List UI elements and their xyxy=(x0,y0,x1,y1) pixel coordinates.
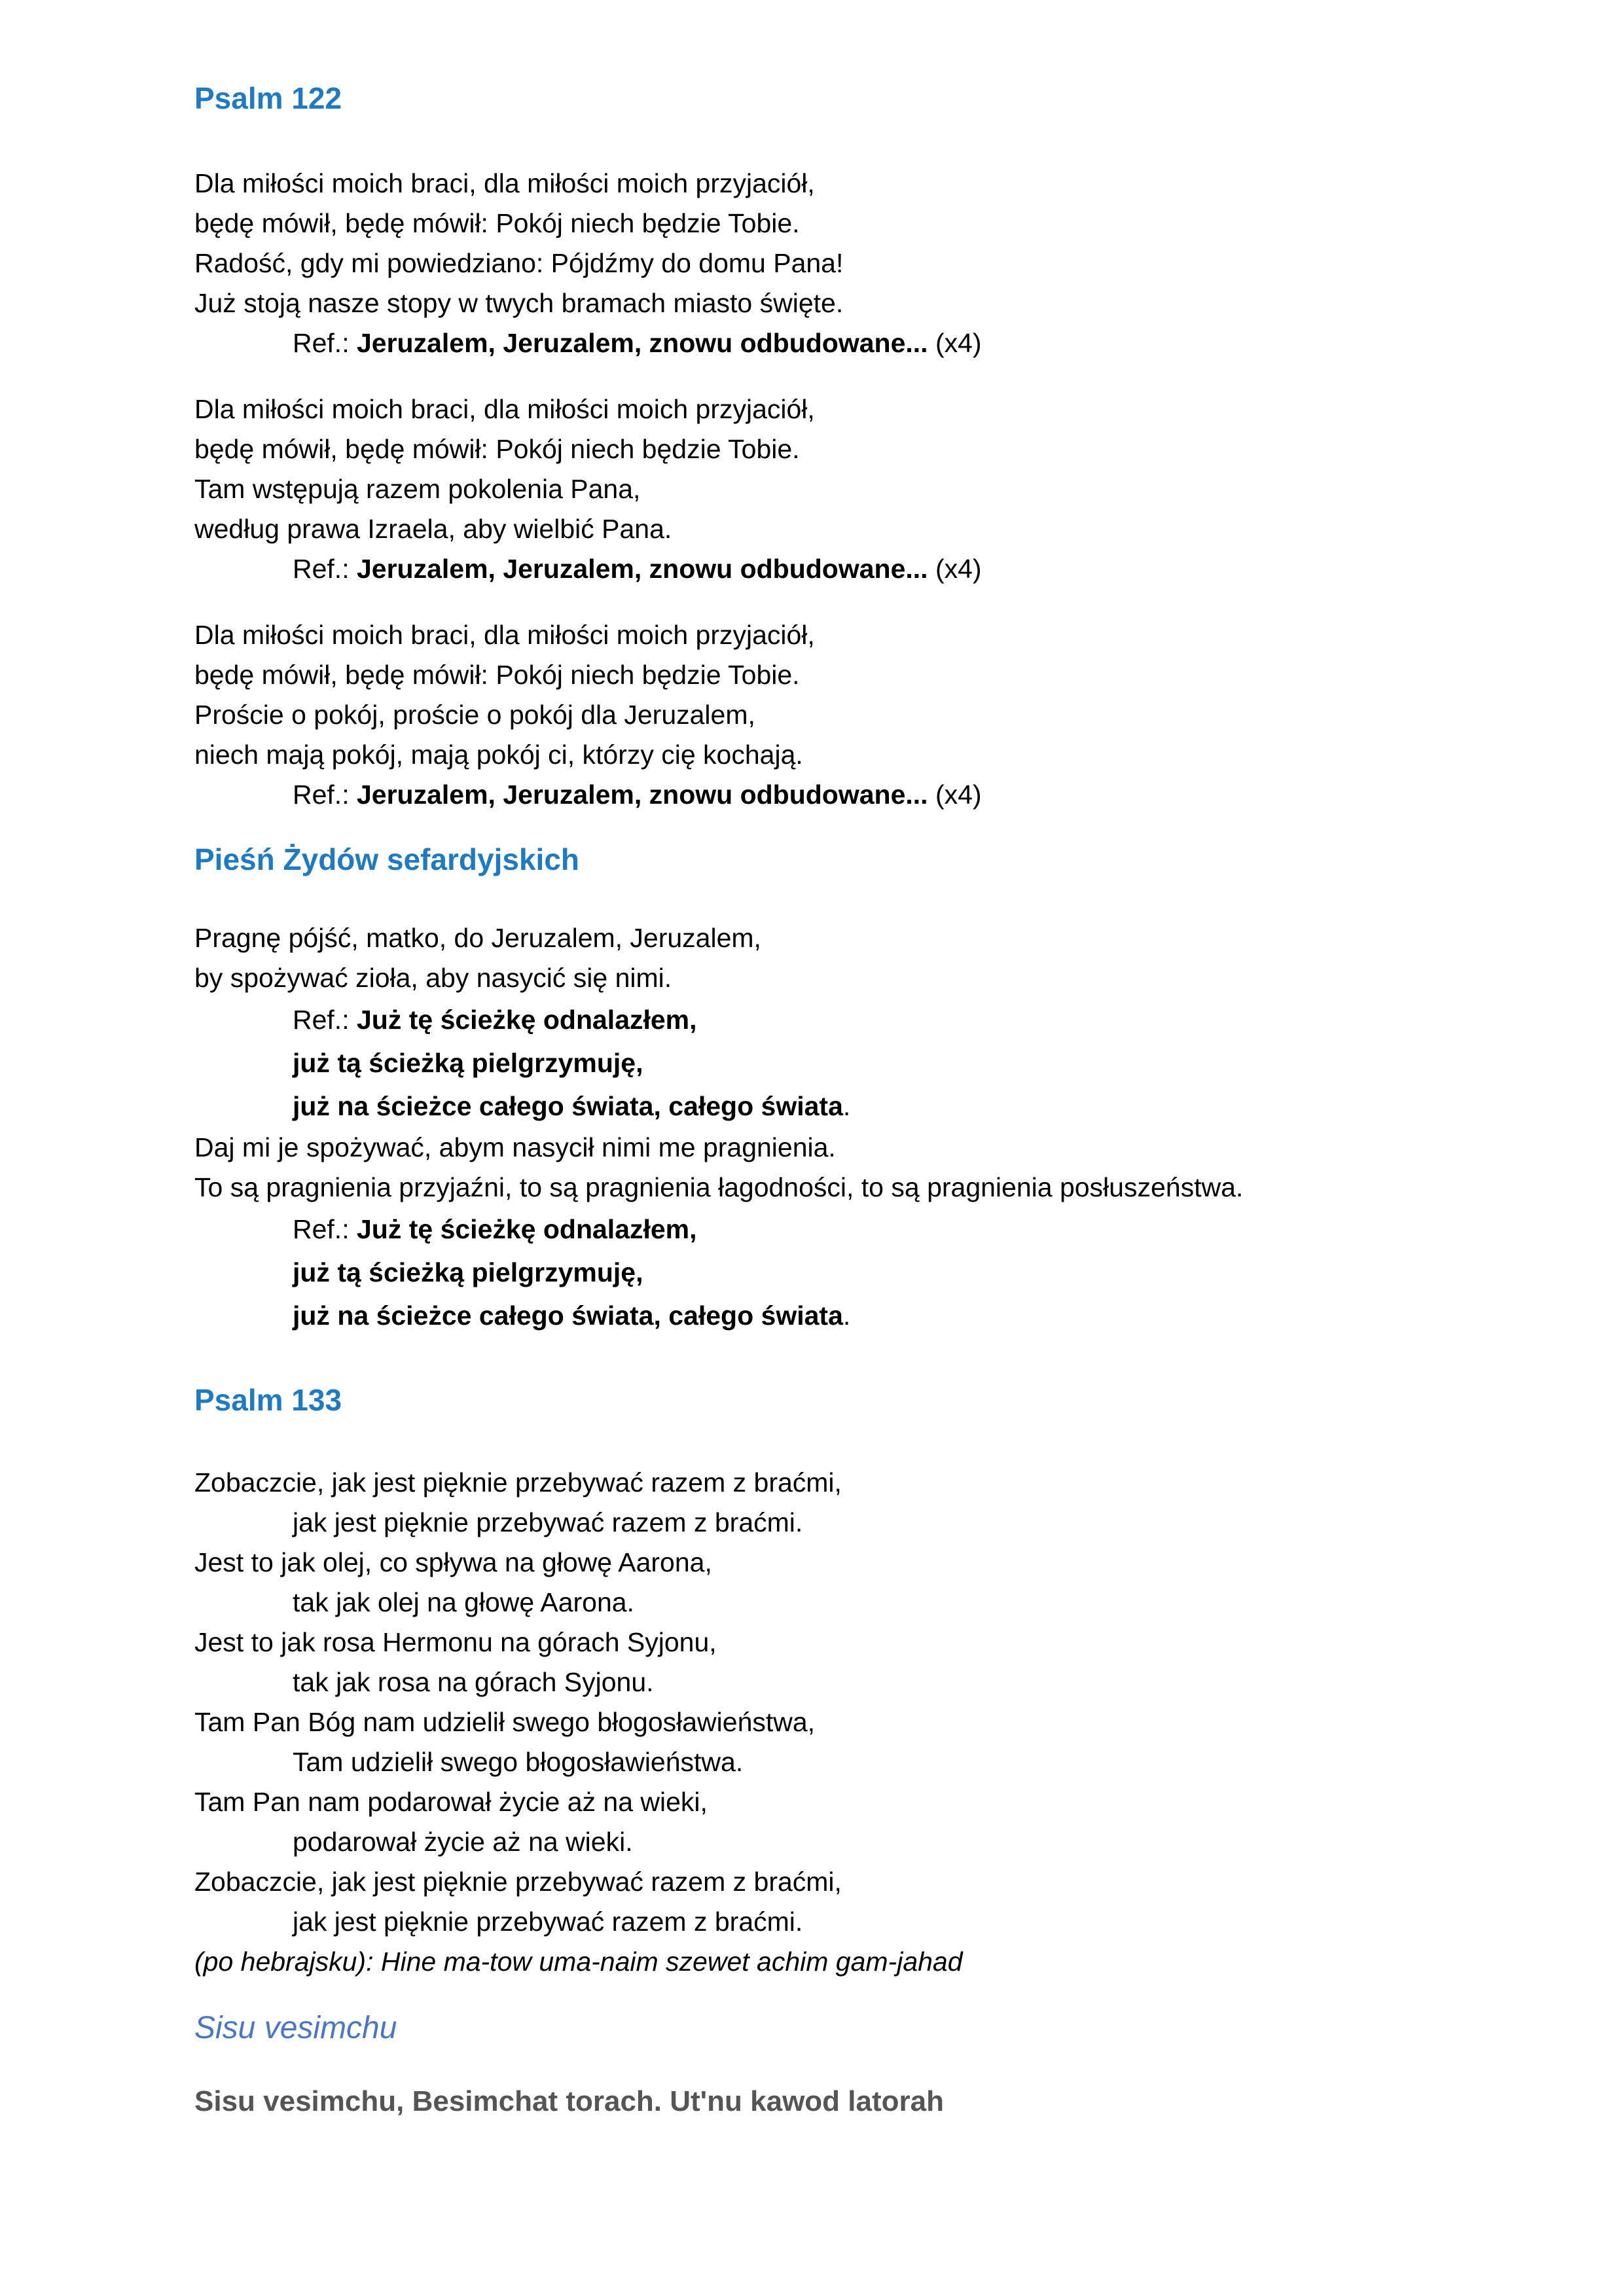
refrain-period: . xyxy=(842,1300,851,1331)
refrain-line xyxy=(194,775,1471,815)
refrain-line xyxy=(194,549,1471,589)
refrain-text: Jeruzalem, Jeruzalem, znowu odbudowane... xyxy=(356,554,928,584)
psalm-133-body xyxy=(194,1463,1471,1982)
refrain-prefix: Ref.: xyxy=(293,1005,357,1035)
verse-line-indented: jak jest pięknie przebywać razem z braćmi. xyxy=(293,1907,803,1937)
verse-line: Już stoją nasze stopy w twych bramach miasto święte. xyxy=(194,288,844,318)
refrain-line xyxy=(194,1294,1471,1337)
refrain-text: Jeruzalem, Jeruzalem, znowu odbudowane... xyxy=(356,328,928,358)
psalm-122-title: Psalm 122 xyxy=(194,81,342,115)
refrain-line xyxy=(194,1085,1471,1128)
sephardic-refrain-1 xyxy=(194,998,1471,1128)
psalm-122-stanza-1 xyxy=(194,164,1471,363)
refrain-text: już na ścieżce całego świata, całego świata xyxy=(293,1091,843,1121)
verse-line: Dla miłości moich braci, dla miłości moich przyjaciół, xyxy=(194,394,815,424)
refrain-repeat: (x4) xyxy=(928,780,982,810)
refrain-line: już tą ścieżką pielgrzymuję, xyxy=(293,1257,643,1287)
verse-line-indented: tak jak olej na głowę Aarona. xyxy=(293,1587,634,1617)
refrain-line xyxy=(194,998,1471,1041)
refrain-repeat: (x4) xyxy=(928,328,982,358)
verse-line: Radość, gdy mi powiedziano: Pójdźmy do domu Pana! xyxy=(194,248,844,278)
psalm-133-title: Psalm 133 xyxy=(194,1383,342,1417)
verse-line: będę mówił, będę mówił: Pokój niech będzie Tobie. xyxy=(194,208,800,238)
verse-line: Pragnę pójść, matko, do Jeruzalem, Jeruzalem, xyxy=(194,923,761,953)
sephardic-song-title: Pieśń Żydów sefardyjskich xyxy=(194,842,580,876)
verse-line: Proście o pokój, proście o pokój dla Jeruzalem, xyxy=(194,700,755,730)
verse-line: Zobaczcie, jak jest pięknie przebywać razem z braćmi, xyxy=(194,1467,842,1498)
document-page xyxy=(194,79,1471,2122)
refrain-repeat: (x4) xyxy=(928,554,982,584)
psalm-122-stanza-2 xyxy=(194,389,1471,589)
verse-line: Tam Pan Bóg nam udzielił swego błogosławieństwa, xyxy=(194,1707,816,1737)
refrain-period: . xyxy=(842,1091,851,1121)
verse-line: Tam wstępują razem pokolenia Pana, xyxy=(194,474,641,504)
refrain-prefix: Ref.: xyxy=(293,780,357,810)
verse-line-indented: tak jak rosa na górach Syjonu. xyxy=(293,1667,654,1697)
refrain-text: Już tę ścieżkę odnalazłem, xyxy=(356,1005,697,1035)
sephardic-verse-1 xyxy=(194,918,1471,998)
sisu-vesimchu-text: Sisu vesimchu, Besimchat torach. Ut'nu kawod latorah xyxy=(194,2085,944,2117)
psalm-122-stanza-3 xyxy=(194,615,1471,815)
refrain-prefix: Ref.: xyxy=(293,328,357,358)
sisu-vesimchu-title: Sisu vesimchu xyxy=(194,2011,397,2045)
refrain-prefix: Ref.: xyxy=(293,1214,357,1244)
verse-line: Jest to jak rosa Hermonu na górach Syjonu, xyxy=(194,1627,717,1657)
verse-line: Dla miłości moich braci, dla miłości moich przyjaciół, xyxy=(194,620,815,650)
sephardic-verse-2 xyxy=(194,1128,1471,1208)
verse-line: Daj mi je spożywać, abym nasycił nimi me pragnienia. xyxy=(194,1132,836,1162)
refrain-text: Już tę ścieżkę odnalazłem, xyxy=(356,1214,697,1244)
verse-line: by spożywać zioła, aby nasycić się nimi. xyxy=(194,963,672,993)
refrain-line: już tą ścieżką pielgrzymuję, xyxy=(293,1048,643,1078)
refrain-text: Jeruzalem, Jeruzalem, znowu odbudowane... xyxy=(356,780,928,810)
verse-line: Zobaczcie, jak jest pięknie przebywać razem z braćmi, xyxy=(194,1867,842,1897)
hebrew-transliteration: (po hebrajsku): Hine ma-tow uma-naim szewet achim gam-jahad xyxy=(194,1946,963,1977)
verse-line-indented: podarował życie aż na wieki. xyxy=(293,1827,633,1857)
sephardic-refrain-2 xyxy=(194,1208,1471,1337)
verse-line: Tam Pan nam podarował życie aż na wieki, xyxy=(194,1787,708,1817)
verse-line-indented: jak jest pięknie przebywać razem z braćmi. xyxy=(293,1507,803,1537)
verse-line: niech mają pokój, mają pokój ci, którzy cię kochają. xyxy=(194,740,803,770)
verse-line: będę mówił, będę mówił: Pokój niech będzie Tobie. xyxy=(194,660,800,690)
verse-line: Jest to jak olej, co spływa na głowę Aarona, xyxy=(194,1547,712,1577)
verse-line: Dla miłości moich braci, dla miłości moich przyjaciół, xyxy=(194,168,815,198)
refrain-line xyxy=(194,1208,1471,1251)
refrain-prefix: Ref.: xyxy=(293,554,357,584)
verse-line-indented: Tam udzielił swego błogosławieństwa. xyxy=(293,1747,744,1777)
refrain-line xyxy=(194,323,1471,363)
verse-line: według prawa Izraela, aby wielbić Pana. xyxy=(194,514,672,544)
verse-line: będę mówił, będę mówił: Pokój niech będzie Tobie. xyxy=(194,434,800,464)
verse-line: To są pragnienia przyjaźni, to są pragnienia łagodności, to są pragnienia posłuszeństwa. xyxy=(194,1172,1244,1202)
refrain-text: już na ścieżce całego świata, całego świata xyxy=(293,1300,843,1331)
